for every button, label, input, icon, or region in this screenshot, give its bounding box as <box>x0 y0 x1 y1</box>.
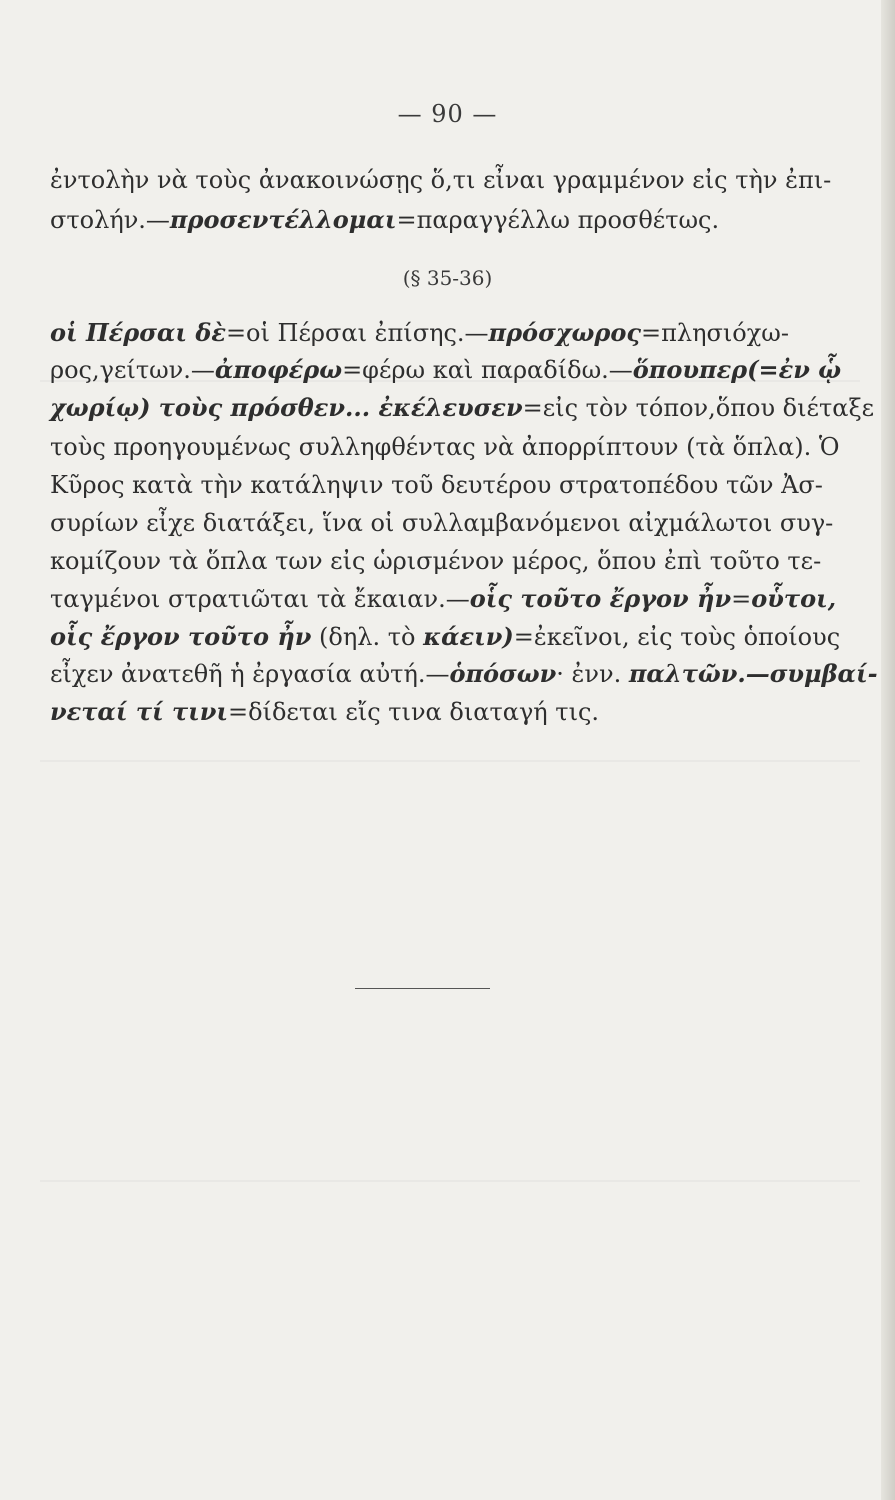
lemma-term: οἱ Πέρσαι δὲ <box>50 318 226 347</box>
text-line <box>50 622 841 652</box>
gloss-text: =οἱ Πέρσαι ἐπίσης.— <box>225 319 489 347</box>
gloss-text: =ἐκεῖνοι, εἰς τοὺς ὁποίους <box>513 623 841 651</box>
gloss-text: κομίζουν τὰ ὅπλα των εἰς ὡρισμένον μέρος, ὅπου ἐπὶ τοῦτο τε- <box>50 547 822 575</box>
text-line <box>50 697 830 727</box>
lemma-term: οἷς ἔργον τοῦτο ἦν <box>50 622 312 651</box>
gloss-text: =πλησιόχω- <box>640 319 789 347</box>
section-heading: (§ 35-36) <box>402 266 493 290</box>
text-line <box>50 393 875 423</box>
lemma-term: νεταί τί τινι <box>50 697 228 726</box>
text-line <box>50 546 830 576</box>
gloss-text: · ἐνν. <box>556 660 629 688</box>
lemma-term: οἷς τοῦτο ἔργον ἦν <box>469 584 732 613</box>
gloss-text: ρος,γείτων.— <box>50 356 215 384</box>
gloss-text: συρίων εἶχε διατάξει, ἵνα οἱ συλλαμβανόμενοι αἰχμάλωτοι συγ- <box>50 509 834 537</box>
gloss-text: ταγμένοι στρατιῶται τὰ ἔκαιαν.— <box>50 585 470 613</box>
end-rule <box>355 988 490 989</box>
lemma-term: κάειν) <box>423 622 514 651</box>
gloss-text: =φέρω καὶ παραδίδω.— <box>342 356 633 384</box>
gloss-text: ἐντολὴν νὰ τοὺς ἀνακοινώσῃς ὅ,τι εἶναι γραμμένον εἰς τὴν ἐπι- <box>50 166 832 194</box>
lemma-term: ἀποφέρω <box>214 355 343 384</box>
text-line <box>50 584 837 614</box>
page-edge-shadow <box>881 0 895 1500</box>
text-line <box>50 355 842 385</box>
lemma-term: χωρίῳ) τοὺς πρόσθεν... ἐκέλευσεν <box>50 393 523 422</box>
lemma-term: προσεντέλλομαι <box>169 205 397 234</box>
lemma-term: ὅπουπερ(=ἐν ᾧ <box>632 355 842 384</box>
gloss-text: =δίδεται εἴς τινα διαταγή τις. <box>227 698 600 726</box>
text-line <box>50 318 830 348</box>
gloss-text: (δηλ. τὸ <box>311 623 424 651</box>
text-line <box>50 470 830 500</box>
gloss-text: =παραγγέλλω προσθέτως. <box>396 206 720 234</box>
lemma-term: ὁπόσων <box>449 659 557 688</box>
lemma-term: πρόσχωρος <box>488 318 641 347</box>
text-line <box>50 205 830 235</box>
text-line <box>50 165 830 195</box>
page-number: — 90 — <box>397 100 498 128</box>
text-line <box>50 432 840 462</box>
gloss-text: στολήν.— <box>50 206 170 234</box>
gloss-text: εἶχεν ἀνατεθῆ ἡ ἐργασία αὐτή.— <box>50 660 450 688</box>
bleed-through <box>40 760 860 762</box>
gloss-text: Κῦρος κατὰ τὴν κατάληψιν τοῦ δευτέρου στρατοπέδου τῶν Ἀσ- <box>50 471 823 499</box>
gloss-text: = <box>731 585 752 613</box>
bleed-through <box>40 1180 860 1182</box>
lemma-term: παλτῶν.—συμβαί- <box>628 659 878 688</box>
text-line <box>50 659 878 689</box>
gloss-text: τοὺς προηγουμένως συλληφθέντας νὰ ἀπορρίπτουν (τὰ ὅπλα). Ὁ <box>50 433 840 461</box>
text-line <box>50 508 834 538</box>
lemma-term: οὗτοι, <box>751 584 837 613</box>
gloss-text: =εἰς τὸν τόπον,ὅπου διέταξε <box>522 394 875 422</box>
